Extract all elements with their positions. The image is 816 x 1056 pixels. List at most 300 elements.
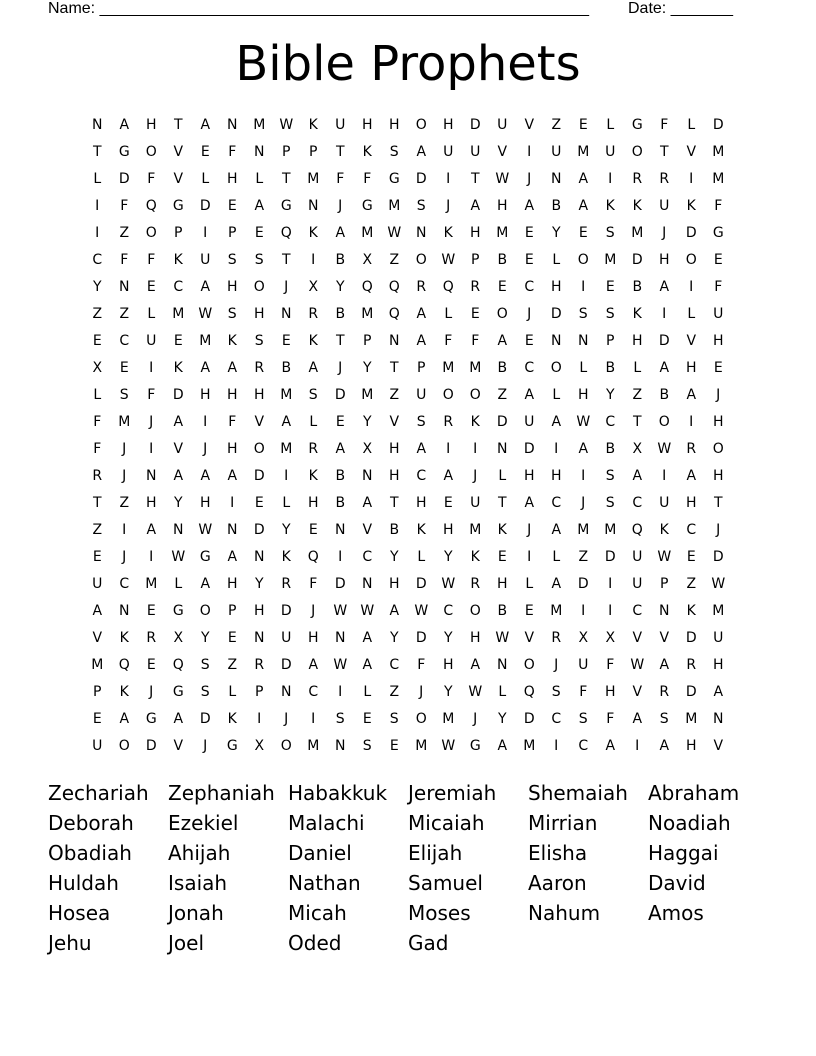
- grid-letter: A: [362, 629, 373, 646]
- grid-letter: W: [333, 602, 348, 619]
- grid-letter: M: [199, 332, 212, 349]
- word-bank-item: Shemaiah: [528, 781, 628, 805]
- grid-letter: R: [92, 467, 103, 484]
- grid-letter: E: [524, 224, 535, 241]
- grid-letter: R: [470, 278, 481, 295]
- grid-letter: M: [469, 359, 482, 376]
- grid-letter: D: [685, 224, 698, 241]
- grid-letter: A: [227, 467, 238, 484]
- grid-letter: Y: [254, 575, 265, 592]
- grid-letter: I: [149, 440, 154, 457]
- grid-letter: M: [145, 575, 158, 592]
- grid-letter: F: [606, 656, 615, 673]
- word-bank-item: Noadiah: [648, 811, 731, 835]
- grid-letter: H: [388, 467, 401, 484]
- grid-letter: T: [335, 332, 346, 349]
- grid-letter: J: [122, 548, 127, 565]
- word-bank-item: Abraham: [648, 781, 740, 805]
- grid-letter: J: [338, 359, 343, 376]
- grid-letter: O: [415, 710, 428, 727]
- grid-letter: X: [632, 440, 643, 457]
- grid-letter: E: [173, 332, 184, 349]
- grid-letter: R: [686, 440, 697, 457]
- grid-letter: L: [417, 548, 426, 565]
- grid-letter: E: [497, 278, 508, 295]
- word-bank-item: Samuel: [408, 871, 483, 895]
- grid-letter: M: [361, 224, 374, 241]
- grid-letter: V: [254, 413, 265, 430]
- grid-letter: U: [713, 629, 724, 646]
- grid-letter: P: [255, 683, 264, 700]
- grid-letter: S: [200, 656, 211, 673]
- grid-letter: H: [253, 602, 266, 619]
- grid-letter: Y: [362, 413, 373, 430]
- grid-letter: T: [281, 170, 292, 187]
- grid-letter: H: [550, 278, 563, 295]
- grid-letter: I: [284, 467, 289, 484]
- grid-letter: C: [632, 494, 643, 511]
- grid-letter: M: [253, 116, 266, 133]
- grid-letter: E: [227, 629, 238, 646]
- grid-letter: D: [118, 170, 131, 187]
- grid-letter: E: [578, 224, 589, 241]
- grid-letter: F: [417, 656, 426, 673]
- grid-letter: A: [686, 467, 697, 484]
- grid-letter: Y: [551, 224, 562, 241]
- grid-letter: A: [92, 602, 103, 619]
- grid-letter: F: [579, 683, 588, 700]
- grid-letter: X: [362, 251, 373, 268]
- grid-letter: W: [333, 656, 348, 673]
- grid-letter: N: [497, 440, 508, 457]
- grid-letter: U: [416, 386, 427, 403]
- grid-letter: D: [415, 629, 428, 646]
- grid-letter: W: [441, 251, 456, 268]
- grid-letter: X: [605, 629, 616, 646]
- grid-letter: M: [712, 170, 725, 187]
- grid-letter: V: [524, 629, 535, 646]
- grid-letter: C: [551, 494, 562, 511]
- word-bank-item: Nahum: [528, 901, 601, 925]
- grid-letter: S: [416, 413, 427, 430]
- grid-letter: I: [662, 467, 667, 484]
- grid-letter: I: [338, 683, 343, 700]
- grid-letter: D: [685, 629, 698, 646]
- grid-letter: L: [228, 683, 237, 700]
- grid-letter: R: [551, 629, 562, 646]
- grid-letter: K: [119, 629, 130, 646]
- grid-letter: V: [497, 143, 508, 160]
- grid-letter: H: [712, 656, 725, 673]
- grid-letter: I: [257, 710, 262, 727]
- grid-letter: M: [496, 224, 509, 241]
- grid-letter: Z: [686, 575, 697, 592]
- grid-letter: A: [551, 521, 562, 538]
- grid-letter: Z: [551, 116, 562, 133]
- grid-letter: W: [441, 737, 456, 754]
- grid-letter: K: [632, 305, 643, 322]
- grid-letter: M: [469, 521, 482, 538]
- grid-letter: E: [524, 332, 535, 349]
- grid-letter: A: [362, 656, 373, 673]
- grid-letter: O: [415, 251, 428, 268]
- grid-letter: N: [416, 224, 427, 241]
- grid-letter: D: [280, 602, 293, 619]
- grid-letter: U: [200, 251, 211, 268]
- grid-letter: I: [446, 170, 451, 187]
- grid-letter: M: [631, 224, 644, 241]
- grid-letter: S: [308, 386, 319, 403]
- grid-letter: E: [308, 521, 319, 538]
- grid-letter: M: [307, 737, 320, 754]
- grid-letter: Q: [307, 548, 320, 565]
- grid-letter: B: [659, 386, 670, 403]
- grid-letter: I: [581, 602, 586, 619]
- grid-letter: J: [473, 467, 478, 484]
- grid-letter: M: [307, 170, 320, 187]
- word-bank-item: Zechariah: [48, 781, 149, 805]
- header-line: [48, 0, 748, 20]
- word-bank-item: Habakkuk: [288, 781, 388, 805]
- grid-letter: Y: [389, 548, 400, 565]
- grid-letter: L: [552, 548, 561, 565]
- grid-letter: L: [687, 305, 696, 322]
- grid-letter: O: [712, 440, 725, 457]
- grid-letter: S: [362, 737, 373, 754]
- grid-letter: A: [524, 386, 535, 403]
- grid-letter: B: [335, 305, 346, 322]
- grid-letter: H: [712, 467, 725, 484]
- grid-letter: A: [551, 575, 562, 592]
- grid-letter: T: [389, 494, 400, 511]
- grid-letter: C: [92, 251, 103, 268]
- grid-letter: M: [712, 602, 725, 619]
- grid-letter: H: [685, 737, 698, 754]
- grid-letter: P: [282, 143, 291, 160]
- grid-letter: V: [173, 143, 184, 160]
- grid-letter: C: [632, 602, 643, 619]
- grid-letter: O: [550, 359, 563, 376]
- grid-letter: K: [119, 683, 130, 700]
- grid-letter: H: [685, 359, 698, 376]
- grid-letter: R: [308, 305, 319, 322]
- word-bank-item: Ezekiel: [168, 811, 239, 835]
- grid-letter: Z: [578, 548, 589, 565]
- grid-letter: M: [361, 386, 374, 403]
- grid-letter: N: [362, 467, 373, 484]
- grid-letter: S: [254, 251, 265, 268]
- grid-letter: G: [172, 197, 185, 214]
- grid-letter: A: [335, 224, 346, 241]
- grid-letter: A: [632, 467, 643, 484]
- grid-letter: W: [657, 548, 672, 565]
- grid-letter: J: [311, 602, 316, 619]
- word-bank-item: Gad: [408, 931, 449, 955]
- grid-letter: I: [689, 278, 694, 295]
- grid-letter: C: [524, 278, 535, 295]
- grid-letter: I: [554, 440, 559, 457]
- grid-letter: S: [200, 683, 211, 700]
- grid-letter: A: [308, 656, 319, 673]
- grid-letter: J: [149, 413, 154, 430]
- grid-letter: M: [604, 521, 617, 538]
- grid-letter: H: [199, 386, 212, 403]
- grid-letter: Y: [335, 278, 346, 295]
- word-bank-item: Micah: [288, 901, 347, 925]
- grid-letter: W: [495, 170, 510, 187]
- grid-letter: J: [527, 521, 532, 538]
- grid-letter: Z: [119, 305, 130, 322]
- grid-letter: L: [687, 116, 696, 133]
- grid-letter: Z: [389, 683, 400, 700]
- grid-letter: B: [335, 467, 346, 484]
- grid-letter: X: [308, 278, 319, 295]
- grid-letter: D: [577, 575, 590, 592]
- grid-letter: A: [578, 170, 589, 187]
- grid-letter: K: [308, 224, 319, 241]
- grid-letter: Z: [119, 224, 130, 241]
- grid-letter: M: [280, 386, 293, 403]
- grid-letter: N: [254, 629, 265, 646]
- grid-letter: D: [172, 386, 185, 403]
- grid-letter: I: [527, 143, 532, 160]
- grid-letter: O: [658, 413, 671, 430]
- grid-letter: G: [199, 548, 212, 565]
- grid-letter: W: [657, 440, 672, 457]
- grid-letter: M: [577, 143, 590, 160]
- grid-letter: L: [93, 170, 102, 187]
- grid-letter: O: [253, 278, 266, 295]
- grid-letter: R: [254, 656, 265, 673]
- grid-letter: A: [200, 359, 211, 376]
- grid-letter: O: [145, 143, 158, 160]
- grid-letter: A: [281, 413, 292, 430]
- grid-letter: G: [469, 737, 482, 754]
- grid-letter: Q: [280, 224, 293, 241]
- grid-letter: Z: [92, 521, 103, 538]
- grid-letter: R: [470, 575, 481, 592]
- grid-letter: P: [660, 575, 669, 592]
- grid-letter: F: [606, 710, 615, 727]
- grid-letter: L: [579, 359, 588, 376]
- grid-letter: F: [471, 332, 480, 349]
- word-bank: [48, 778, 768, 958]
- grid-letter: J: [527, 170, 532, 187]
- grid-letter: E: [146, 278, 157, 295]
- grid-letter: H: [496, 197, 509, 214]
- grid-letter: O: [469, 602, 482, 619]
- grid-letter: M: [415, 737, 428, 754]
- grid-letter: M: [523, 737, 536, 754]
- grid-letter: F: [660, 116, 669, 133]
- grid-letter: M: [442, 710, 455, 727]
- grid-letter: E: [389, 737, 400, 754]
- grid-letter: J: [203, 737, 208, 754]
- grid-letter: O: [577, 251, 590, 268]
- grid-letter: T: [659, 143, 670, 160]
- grid-letter: E: [119, 359, 130, 376]
- grid-letter: E: [92, 548, 103, 565]
- grid-letter: A: [416, 440, 427, 457]
- grid-letter: M: [280, 440, 293, 457]
- grid-letter: U: [551, 143, 562, 160]
- grid-letter: U: [443, 143, 454, 160]
- grid-letter: Z: [227, 656, 238, 673]
- grid-letter: C: [524, 359, 535, 376]
- grid-letter: E: [362, 710, 373, 727]
- grid-letter: J: [149, 683, 154, 700]
- grid-letter: H: [388, 575, 401, 592]
- grid-letter: O: [280, 737, 293, 754]
- grid-letter: K: [686, 602, 697, 619]
- grid-letter: G: [280, 197, 293, 214]
- grid-letter: S: [551, 683, 562, 700]
- grid-letter: I: [608, 170, 613, 187]
- grid-letter: A: [362, 494, 373, 511]
- name-field: Name: _______________________________________________________: [48, 0, 589, 17]
- grid-letter: H: [226, 575, 239, 592]
- grid-letter: A: [578, 440, 589, 457]
- grid-letter: Z: [389, 386, 400, 403]
- grid-letter: N: [497, 656, 508, 673]
- grid-letter: H: [388, 440, 401, 457]
- grid-letter: L: [552, 251, 561, 268]
- grid-letter: I: [311, 251, 316, 268]
- grid-letter: N: [146, 467, 157, 484]
- grid-letter: A: [227, 359, 238, 376]
- grid-letter: V: [713, 737, 724, 754]
- grid-letter: D: [415, 575, 428, 592]
- grid-letter: I: [95, 224, 100, 241]
- grid-letter: Q: [388, 278, 401, 295]
- grid-letter: N: [335, 521, 346, 538]
- grid-letter: A: [659, 656, 670, 673]
- grid-letter: S: [659, 710, 670, 727]
- grid-letter: D: [523, 710, 536, 727]
- grid-letter: A: [524, 494, 535, 511]
- grid-letter: S: [389, 710, 400, 727]
- grid-letter: D: [253, 467, 266, 484]
- grid-letter: G: [172, 602, 185, 619]
- grid-letter: A: [200, 467, 211, 484]
- grid-letter: K: [470, 413, 481, 430]
- grid-letter: L: [282, 494, 291, 511]
- grid-letter: I: [527, 548, 532, 565]
- grid-letter: V: [524, 116, 535, 133]
- grid-letter: B: [497, 251, 508, 268]
- grid-letter: H: [415, 494, 428, 511]
- grid-letter: W: [198, 305, 213, 322]
- grid-letter: L: [174, 575, 183, 592]
- grid-letter: N: [254, 548, 265, 565]
- grid-letter: A: [200, 116, 211, 133]
- grid-letter: Y: [389, 629, 400, 646]
- grid-letter: C: [119, 575, 130, 592]
- grid-letter: A: [659, 278, 670, 295]
- grid-letter: K: [362, 143, 373, 160]
- word-bank-item: David: [648, 871, 706, 895]
- grid-letter: A: [308, 359, 319, 376]
- grid-letter: H: [253, 386, 266, 403]
- grid-letter: Y: [362, 359, 373, 376]
- grid-letter: S: [227, 251, 238, 268]
- grid-letter: K: [227, 332, 238, 349]
- grid-letter: H: [226, 170, 239, 187]
- grid-letter: T: [92, 494, 103, 511]
- grid-letter: B: [551, 197, 562, 214]
- grid-letter: D: [523, 440, 536, 457]
- grid-letter: N: [227, 521, 238, 538]
- grid-letter: A: [389, 602, 400, 619]
- grid-letter: E: [578, 116, 589, 133]
- grid-letter: Q: [361, 278, 374, 295]
- word-bank-item: Oded: [288, 931, 342, 955]
- grid-letter: B: [389, 521, 400, 538]
- grid-letter: N: [335, 737, 346, 754]
- grid-letter: W: [198, 521, 213, 538]
- grid-letter: S: [227, 305, 238, 322]
- grid-letter: T: [92, 143, 103, 160]
- grid-letter: U: [659, 494, 670, 511]
- grid-letter: H: [496, 575, 509, 592]
- grid-letter: F: [147, 386, 156, 403]
- grid-letter: X: [362, 440, 373, 457]
- grid-letter: U: [578, 656, 589, 673]
- grid-letter: I: [581, 278, 586, 295]
- grid-letter: M: [361, 305, 374, 322]
- grid-letter: C: [173, 278, 184, 295]
- grid-letter: P: [417, 359, 426, 376]
- grid-letter: Z: [389, 251, 400, 268]
- grid-letter: J: [473, 710, 478, 727]
- grid-letter: B: [497, 602, 508, 619]
- grid-letter: W: [441, 575, 456, 592]
- grid-letter: N: [389, 332, 400, 349]
- grid-letter: D: [604, 548, 617, 565]
- grid-letter: T: [713, 494, 724, 511]
- grid-letter: R: [281, 575, 292, 592]
- grid-letter: P: [309, 143, 318, 160]
- date-field: Date: _______: [628, 0, 733, 17]
- grid-letter: J: [203, 440, 208, 457]
- grid-letter: K: [497, 521, 508, 538]
- grid-letter: X: [578, 629, 589, 646]
- grid-letter: D: [631, 251, 644, 268]
- word-bank-item: Deborah: [48, 811, 134, 835]
- grid-letter: N: [362, 575, 373, 592]
- grid-letter: R: [254, 359, 265, 376]
- grid-letter: Y: [443, 548, 454, 565]
- grid-letter: T: [335, 143, 346, 160]
- grid-letter: E: [146, 602, 157, 619]
- grid-letter: P: [363, 332, 372, 349]
- word-bank-item: Jonah: [168, 901, 224, 925]
- grid-letter: O: [496, 305, 509, 322]
- grid-letter: H: [658, 251, 671, 268]
- grid-letter: C: [551, 710, 562, 727]
- grid-letter: N: [308, 197, 319, 214]
- grid-letter: I: [608, 575, 613, 592]
- grid-letter: N: [92, 116, 103, 133]
- grid-letter: H: [442, 521, 455, 538]
- grid-letter: E: [470, 305, 481, 322]
- grid-letter: D: [334, 575, 347, 592]
- grid-letter: J: [338, 197, 343, 214]
- grid-letter: V: [632, 683, 643, 700]
- grid-letter: M: [388, 197, 401, 214]
- grid-letter: N: [551, 332, 562, 349]
- grid-letter: D: [199, 710, 212, 727]
